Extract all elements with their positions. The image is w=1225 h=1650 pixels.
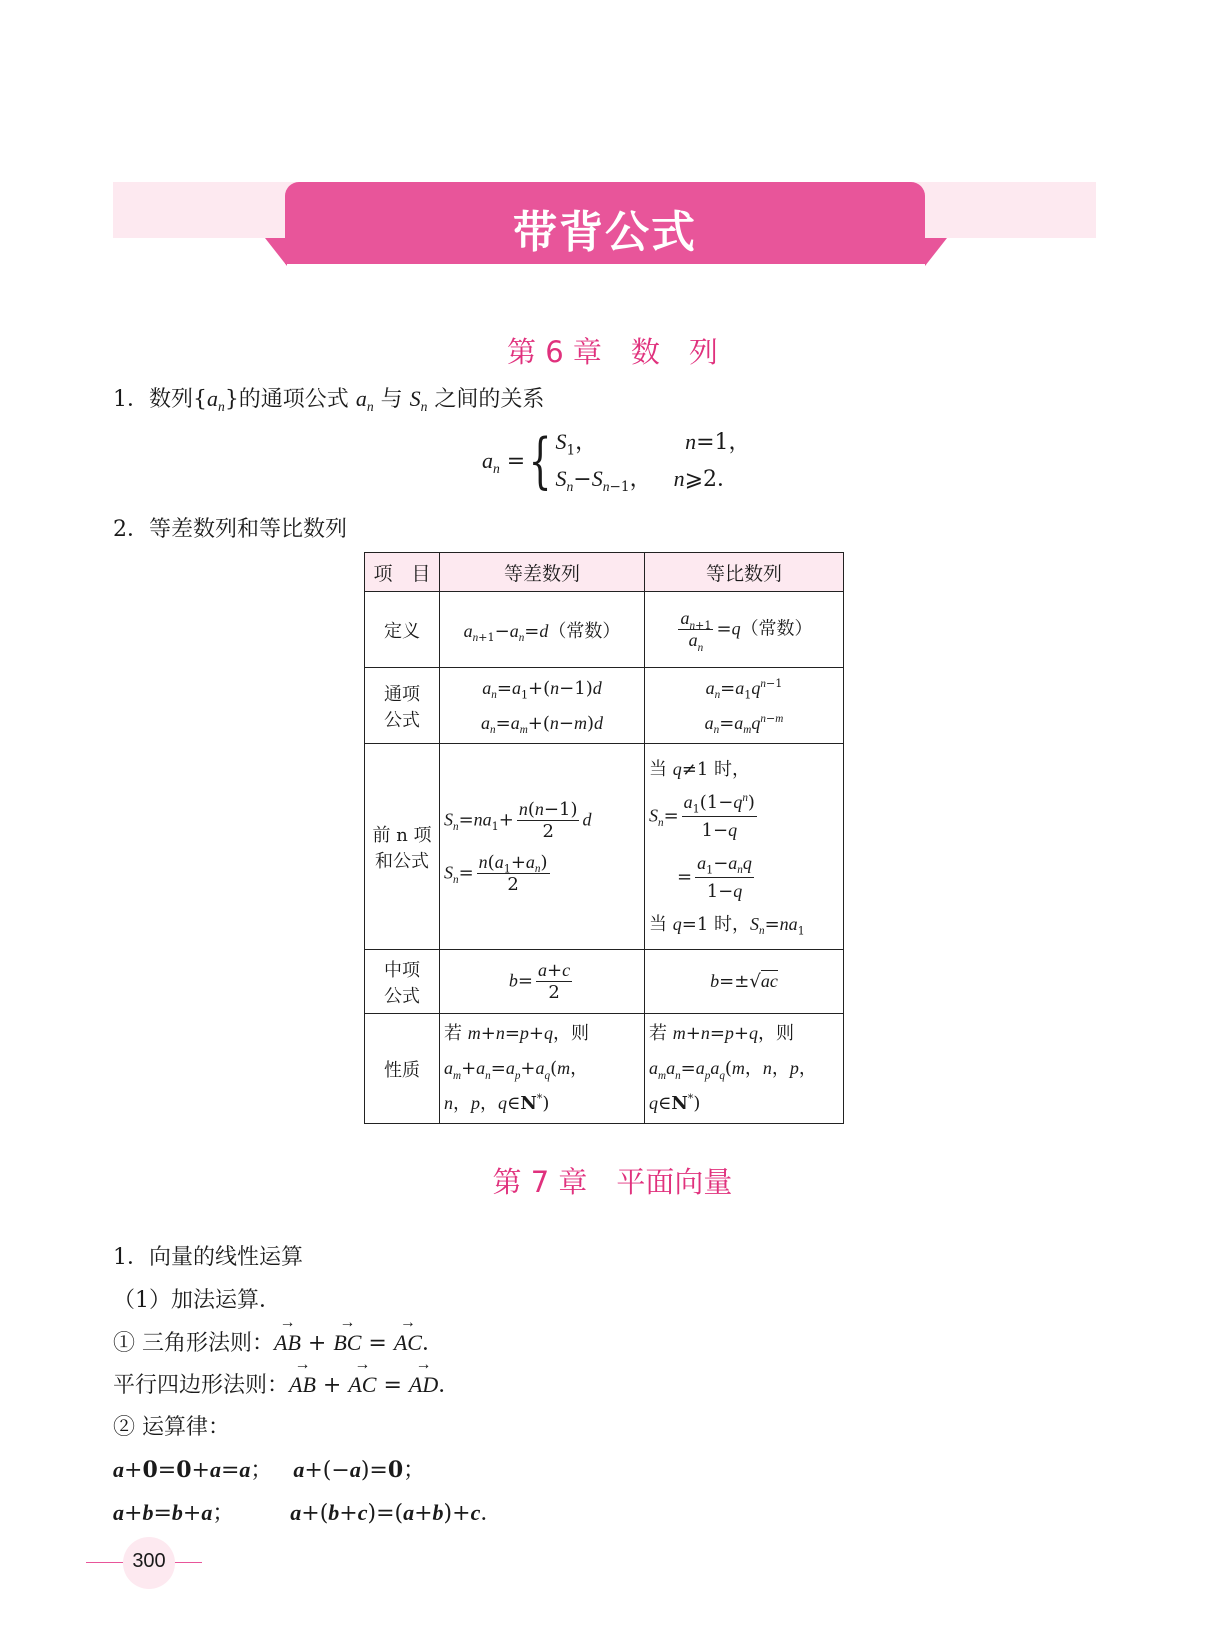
arithmetic-definition: $a_{n+1}-a_n=d$（常数） [440, 592, 645, 668]
banner-title: 带背公式 [513, 207, 697, 258]
header-geometric: 等比数列 [645, 553, 844, 592]
zero-vector-laws: a+0=0+a=a； a+(−a)=0； [113, 1457, 426, 1483]
row-label-middle-term: 中项公式 [365, 950, 440, 1014]
geometric-middle-term: b=±√ac [645, 950, 844, 1014]
arithmetic-sum: $S_n=na_1+$ $\frac{n(n-1)}{2}$ d $S_n=$ $\frac{n(a_1+a_n)}{2}$ [440, 744, 645, 950]
sequence-formula-table [364, 552, 844, 1124]
parallelogram-rule: 平行四边形法则：→ AB + → AC = → AD． [113, 1368, 460, 1399]
ch7-item-1: 1．向量的线性运算 [113, 1245, 303, 1270]
arithmetic-property: 若 m+n=p+q，则 $a_m+a_n=a_p+a_q(m$， n，p，q∈N*) [440, 1014, 645, 1124]
geometric-definition: $\frac{a_{n+1}}{a_n}$ =q（常数） [645, 592, 844, 668]
banner-wing-left [265, 238, 287, 266]
chapter-6-title: 第 6 章 数 列 [507, 335, 718, 369]
commutative-associative-laws: a+b=b+a； a+(b+c)=(a+b)+c． [113, 1500, 503, 1526]
chapter-7-title: 第 7 章 平面向量 [492, 1165, 733, 1199]
geometric-sum: 当 q≠1 时， $S_n=$ $\frac{a_1(1-q^n)}{1-q}$ = $\frac{a_1-a_nq}{1-q}$ 当 q=1 时，$S_n=na_1$ [645, 744, 844, 950]
ch6-item-1: 1．数列$\{a_n\}$的通项公式 $a_n$ 与 $S_n$ 之间的关系 [113, 386, 545, 415]
page-number: 300 [132, 1550, 166, 1572]
ch7-addition: （1）加法运算． [113, 1288, 281, 1313]
row-label-property: 性质 [365, 1014, 440, 1124]
arithmetic-middle-term: b= $\frac{a+c}{2}$ [440, 950, 645, 1014]
row-label-sum: 前 n 项和公式 [365, 744, 440, 950]
triangle-rule: ① 三角形法则：→ AB + → BC = → AC． [113, 1326, 444, 1357]
row-label-general-term: 通项公式 [365, 668, 440, 744]
operation-laws: ② 运算律： [113, 1415, 230, 1440]
header-item: 项 目 [365, 553, 440, 592]
geometric-property: 若 m+n=p+q，则 $a_ma_n=a_pa_q(m$，n，p， q∈N*) [645, 1014, 844, 1124]
geometric-general-term: $a_n=a_1q^{n-1}$ $a_n=a_mq^{n-m}$ [645, 668, 844, 744]
header-arithmetic: 等差数列 [440, 553, 645, 592]
arithmetic-general-term: $a_n=a_1+(n-1)d$ $a_n=a_m+(n-m)d$ [440, 668, 645, 744]
an-piecewise-formula: $a_n$ = { $S_1$， n=1， $S_n-S_{n-1}$， n⩾2． [482, 426, 751, 496]
row-label-definition: 定义 [365, 592, 440, 668]
ch6-item-2: 2．等差数列和等比数列 [113, 517, 347, 542]
banner-wing-right [925, 238, 947, 266]
